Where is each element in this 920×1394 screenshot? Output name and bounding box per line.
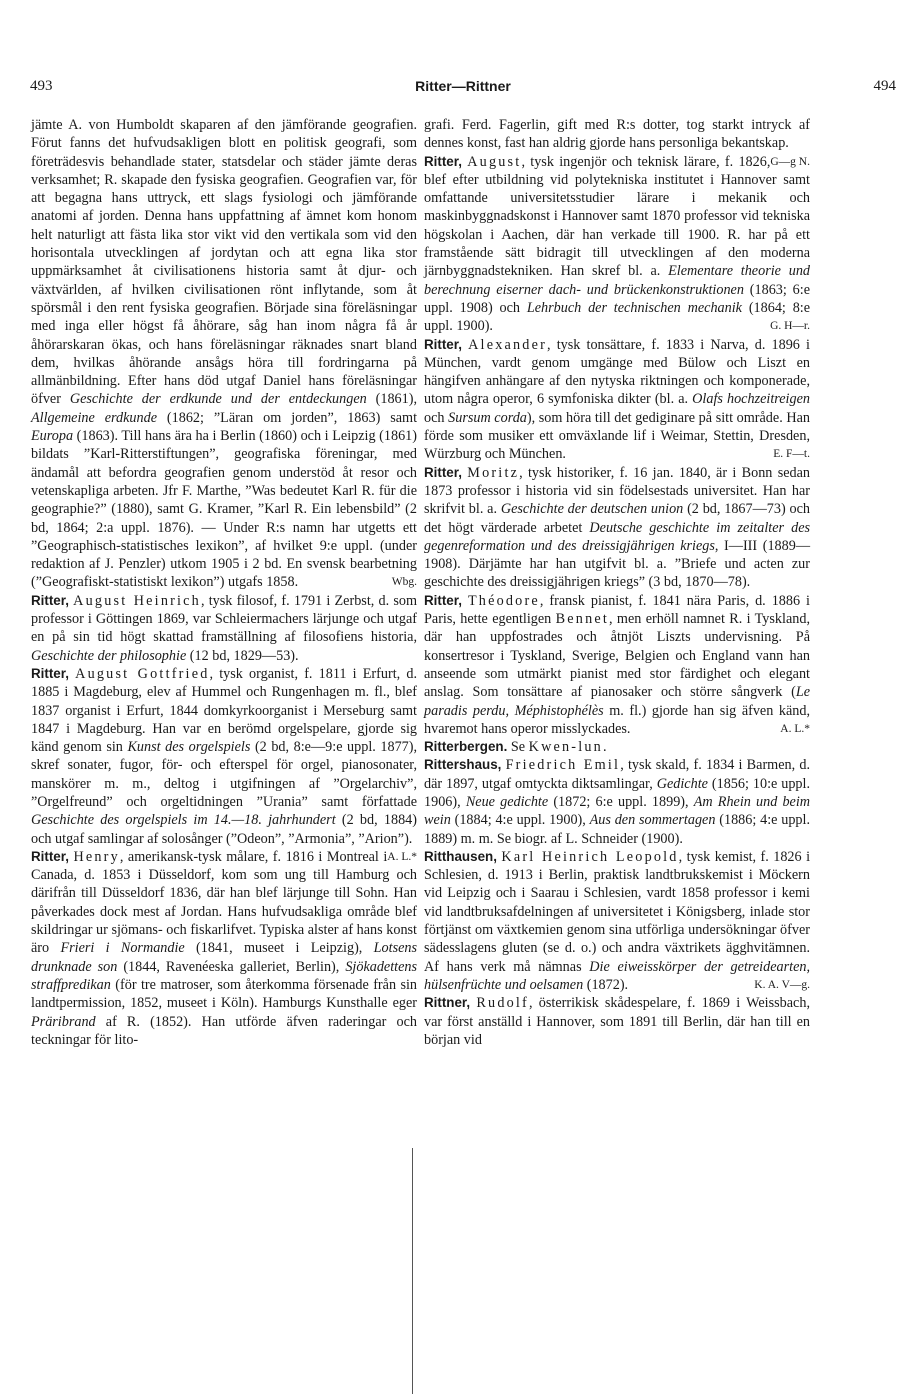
entry-headword: Ritter, — [31, 665, 69, 681]
entry-moritz: Ritter, Moritz, tysk historiker, f. 16 jan. 1840, är i Bonn sedan 1873 professor i historia vid sin födelsestads universitet. Han har skrifvit bl. a. Geschichte der deutschen union (2 bd, 1867—73) och det högt värderade arbetet Deutsche geschichte im zeitalter des gegenreformation und des dreissigjährigen kriegs, I—III (1889—1908). Därjämte har han utgifvit bl. a. ”Briefe und acten zur geschichte des dreissigjährigen kriegs” (3 bd, 1870—78). — [424, 464, 811, 591]
entry-august-heinrich: Ritter, August Heinrich, tysk filosof, f. 1791 i Zerbst, d. som professor i Göttingen 1869, var Schleiermachers lärjunge och utgaf en på sin tid högt skattad framställning af filosofiens historia, Geschichte der philosophie (12 bd, 1829—53). — [31, 592, 417, 664]
column-divider — [412, 1148, 413, 1394]
entry-theodore: Ritter, Théodore, fransk pianist, f. 1841 nära Paris, d. 1886 i Paris, hette egentligen Bennet, men erhöll namnet R. i Tyskland, där han uppfostrades och åtnjöt Liszts undervisning. På konsertresor i Tyskland, Sverige, Belgien och England vann han anseende som utmärkt pianist med stor färdighet och elegant anslag. Som tonsättare af pianosaker och större sångverk (Le paradis perdu, Méphistophélès m. fl.) gjorde han sig äfven känd, hvaremot hans operor misslyckades. A. L.* — [424, 592, 811, 737]
running-title: Ritter—Rittner — [415, 78, 511, 94]
page-header — [30, 78, 896, 100]
entry-rittershaus: Rittershaus, Friedrich Emil, tysk skald, f. 1834 i Barmen, d. där 1897, utgaf omtyckta diktsamlingar, Gedichte (1856; 10:e uppl. 1906), Neue gedichte (1872; 6:e uppl. 1899), Am Rhein und beim wein (1884; 4:e uppl. 1900), Aus den sommertagen (1886; 4:e uppl. 1889) m. m. Se biogr. af L. Schneider (1900). — [424, 757, 811, 847]
entry-headword: Ritterbergen. — [424, 739, 508, 755]
page-number-left: 493 — [30, 78, 53, 94]
author-signature: Wbg. — [391, 576, 417, 589]
entry-headword: Ritter, — [424, 592, 462, 608]
author-signature: G. H—r. — [770, 320, 810, 333]
entry-ritthausen: Ritthausen, Karl Heinrich Leopold, tysk kemist, f. 1826 i Schlesien, d. 1913 i Berlin, praktisk landtbrukskemist i Möckern vid Leipzig och i Saarau i Schlesien, vardt 1858 professor i kemi vid landtbruksafdelningen af universitetet i Königsberg, inlade stor förtjänst om växtkemien genom sina utförliga undersökningar öfver sädesslagens gluten (se d. o.) och andra växtrikets ägghvitämnen. Af hans verk må nämnas Die eiweisskörper der getreidearten, hülsenfrüchte und oelsamen (1872). K. A. V—g. — [424, 848, 811, 993]
author-signature: E. F—t. — [773, 448, 810, 461]
right-column — [424, 116, 810, 1049]
entry-august-gottfried: Ritter, August Gottfried, tysk organist, f. 1811 i Erfurt, d. 1885 i Magdeburg, elev af Hummel och Rungenhagen m. fl., blef 1837 organist i Erfurt, 1844 domkyrkoorganist i Merseburg samt 1847 i Magdeburg. Han var en berömd orgelspelare, gjorde sig känd genom sin Kunst des orgelspiels (2 bd, 8:e—9:e uppl. 1877), skref sonater, fugor, för- och efterspel för orgel, pianosonater, manskörer m. m., deltog i utgifningen af ”Orgelarchiv”, ”Orgelfreund” och orgeltidningen ”Urania” samt författade Geschichte des orgelspiels im 14.—18. jahrhundert (2 bd, 1884) och utgaf samlingar af solosånger (”Odeon”, ”Armonia”, ”Arion”). A. L.* — [31, 665, 417, 848]
entry-headword: Ritthausen, — [424, 848, 497, 864]
author-signature: G—g N. — [770, 155, 810, 168]
left-column — [31, 116, 417, 1049]
entry-headword: Ritter, — [31, 848, 69, 864]
author-signature: A. L.* — [387, 850, 417, 863]
entry-ritterbergen: Ritterbergen. Se Kwen-lun. — [424, 739, 607, 756]
entry-continuation: grafi. Ferd. Fagerlin, gift med R:s dotter, tog starkt intryck af dennes konst, fast han aldrig gjorde hans personliga bekantskap. G—g N. — [424, 116, 810, 153]
entry-rittner: Rittner, Rudolf, österrikisk skådespelare, f. 1869 i Weissbach, var först anställd i Hannover, som 1891 till Berlin, där han till en början vid — [424, 995, 810, 1048]
entry-headword: Ritter, — [424, 336, 462, 352]
entry-august: Ritter, August, tysk ingenjör och teknisk lärare, f. 1826, blef efter utbildning vid polytekniska institutet i Hannover samt omfattande universitetsstudier lärare i mekanik och maskinbyggnadskonst i Hannover samt 1870 professor vid tekniska högskolan i Aachen, där han verkade till 1900. R. har på ett framstående sätt bidragit till utvecklingen af den moderna järnbyggnadstekniken. Han skref bl. a. Elementare theorie und berechnung eiserner dach- und brückenkonstruktionen (1863; 6:e uppl. 1908) och Lehrbuch der technischen mechanik (1864; 8:e uppl. 1900). G. H—r. — [424, 153, 811, 335]
author-signature: K. A. V—g. — [754, 978, 810, 991]
entry-headword: Ritter, — [424, 464, 462, 480]
author-signature: A. L.* — [780, 722, 810, 735]
entry-headword: Rittner, — [424, 995, 471, 1011]
entry-headword: Ritter, — [424, 153, 462, 169]
entry-alexander: Ritter, Alexander, tysk tonsättare, f. 1833 i Narva, d. 1896 i München, vardt genom umgänge med Bülow och Liszt en hängifven anhängare af den nytyska riktningen och komponerade, utom några operor, 6 symfoniska dikter (bl. a. Olafs hochzeitreigen och Sursum corda), som höra till det gediginare på sitt område. Han förde som musiker ett omväxlande lif i Weimar, Stettin, Dresden, Würzburg och München. E. F—t. — [424, 336, 810, 463]
entry-continuation: jämte A. von Humboldt skaparen af den jämförande geografien. Förut fanns det hufvudsakligen blott en politisk geografi, som företrädesvis behandlade stater, statsdelar och städer jämte deras verksamhet; R. skapade den fysiska geografien. Geografien var, för att begagna hans uttryck, ett slags fysiologi och jämförande anatomi af jorden. Denna hans uppfattning af ämnet kom honom helt naturligt att fästa lika stor vikt vid den vertikala som vid den horisontala utvecklingen af jordytan och att egna lika stor uppmärksamhet åt civilisationens historia samt åt djur- och växtvärlden, af hvilken civilisationen rönt inflytande, som åt spörsmål i den rent fysiska geografien. Började sina föreläsningar med inga eller högst få åhörare, såg han inom några få år åhörarskaran ökas, och hans föreläsningar räknades snart bland dem, hvilkas åhörande ansågs höra till fordringarna på allmänbildning. Efter hans död utgaf Daniel hans föreläsningar öfver Geschichte der erdkunde und der entdeckungen (1861), Allgemeine erdkunde (1862; ”Läran om jorden”, 1863) samt Europa (1863). Till hans ära ha i Berlin (1860) och i Leipzig (1861) bildats ”Karl-Ritterstiftungen”, geografiska föreningar, med ändamål att befordra geografien genom understöd åt resor och vetenskapliga arbeten. Jfr F. Marthe, ”Was bedeutet Karl R. für die geographie?” (1880), samt G. Kramer, ”Karl R. Ein lebensbild” (2 bd, 1864; 2:a uppl. 1876). — Under R:s namn har utgetts ett ”Geographisch-statistisches lexikon”, af hvilket 9:e uppl. (under redaktion af J. Penzler) utkom 1905 i 2 bd. En svensk bearbetning (”Geografiskt-statistiskt lexikon”) utgafs 1858. Wbg. — [31, 117, 418, 591]
entry-headword: Ritter, — [31, 592, 69, 608]
entry-henry: Ritter, Henry, amerikansk-tysk målare, f. 1816 i Montreal i Canada, d. 1853 i Düsseldorf, kom som ung till Hamburg och därifrån till Düsseldorf 1836, där han blef lärjunge till Sohn. Han påverkades dock mest af Jordan. Hans hufvudsakliga område blef skildringar ur sjömans- och fiskarlifvet. Typiska alster af hans konst äro Frieri i Normandie (1841, museet i Leipzig), Lotsens drunknade son (1844, Ravenéeska galleriet, Berlin), Sjökadettens straffpredikan (för tre matroser, som återkomma försenade från sin landtpermission, 1852, museet i Köln). Hamburgs Kunsthalle eger Präribrand af R. (1852). Han utförde äfven raderingar och teckningar för lito- — [31, 848, 418, 1048]
entry-headword: Rittershaus, — [424, 757, 502, 773]
page-number-right: 494 — [873, 78, 896, 94]
